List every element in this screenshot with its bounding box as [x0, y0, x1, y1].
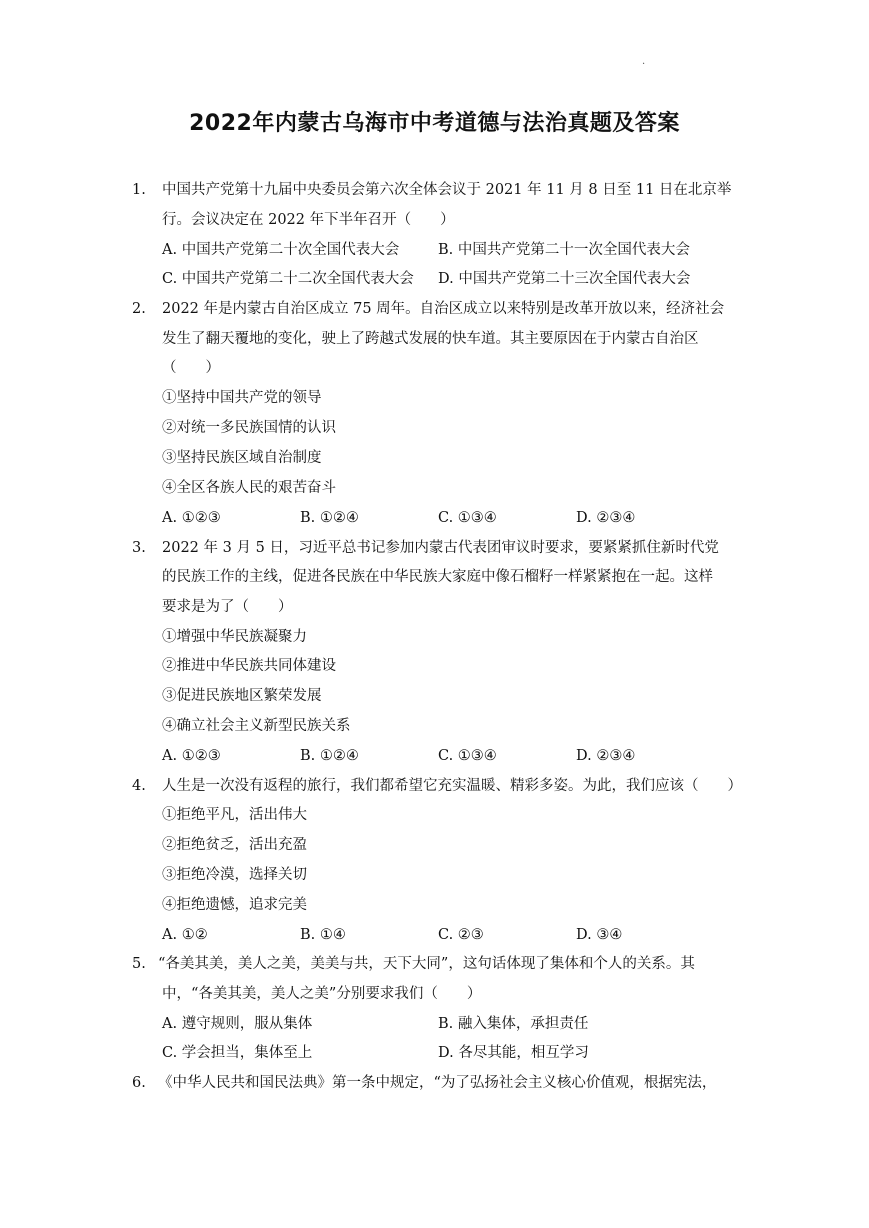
header-mark: .: [642, 56, 646, 67]
question-text: 发生了翻天覆地的变化，驶上了跨越式发展的快车道。其主要原因在于内蒙古自治区: [162, 331, 699, 347]
option-c: C. ②③: [438, 927, 484, 943]
statement-item: ③促进民族地区繁荣发展: [162, 688, 322, 704]
option-b: B. ①②④: [300, 748, 359, 764]
statement-item: ③拒绝冷漠，选择关切: [162, 867, 307, 883]
option-d: D. ③④: [576, 927, 623, 943]
statement-item: ④确立社会主义新型民族关系: [162, 718, 351, 734]
question-text: 的民族工作的主线，促进各民族在中华民族大家庭中像石榴籽一样紧紧抱在一起。这样: [162, 569, 713, 585]
question-text: 要求是为了（ ）: [162, 599, 293, 615]
question-number: 6.: [132, 1075, 146, 1091]
question-text: 2022 年 3 月 5 日，习近平总书记参加内蒙古代表团审议时要求，要紧紧抓住新时代党: [162, 540, 719, 556]
question-text: 人生是一次没有返程的旅行，我们都希望它充实温暖、精彩多姿。为此，我们应该（ ）: [162, 778, 742, 794]
statement-item: ①拒绝平凡，活出伟大: [162, 807, 307, 823]
statement-item: ①增强中华民族凝聚力: [162, 629, 307, 645]
option-a: A. 中国共产党第二十次全国代表大会: [162, 242, 400, 258]
option-c: C. 学会担当，集体至上: [162, 1045, 313, 1061]
statement-item: ②拒绝贫乏，活出充盈: [162, 837, 307, 853]
option-c: C. ①③④: [438, 748, 497, 764]
statement-item: ①坚持中国共产党的领导: [162, 390, 322, 406]
statement-item: ③坚持民族区域自治制度: [162, 450, 322, 466]
statement-item: ②对统一多民族国情的认识: [162, 420, 336, 436]
question-number: 3.: [132, 540, 146, 556]
question-number: 4.: [132, 778, 146, 794]
option-b: B. 融入集体，承担责任: [438, 1016, 589, 1032]
question-text: （ ）: [162, 360, 220, 376]
option-c: C. ①③④: [438, 510, 497, 526]
statement-item: ④全区各族人民的艰苦奋斗: [162, 480, 336, 496]
page-title: 2022年内蒙古乌海市中考道德与法治真题及答案: [189, 111, 680, 136]
option-d: D. 各尽其能，相互学习: [438, 1045, 589, 1061]
question-text: 2022 年是内蒙古自治区成立 75 周年。自治区成立以来特别是改革开放以来，经济社会: [162, 301, 725, 317]
option-a: A. 遵守规则，服从集体: [162, 1016, 313, 1032]
option-d: D. 中国共产党第二十三次全国代表大会: [438, 271, 691, 287]
option-a: A. ①②③: [162, 510, 221, 526]
option-b: B. ①④: [300, 927, 346, 943]
question-number: 1.: [132, 182, 146, 198]
option-d: D. ②③④: [576, 748, 636, 764]
statement-item: ④拒绝遗憾，追求完美: [162, 897, 307, 913]
option-d: D. ②③④: [576, 510, 636, 526]
option-a: A. ①②: [162, 927, 208, 943]
statement-item: ②推进中华民族共同体建设: [162, 658, 336, 674]
question-text: 中国共产党第十九届中央委员会第六次全体会议于 2021 年 11 月 8 日至 11 日在北京举: [162, 182, 732, 198]
question-number: 5.: [132, 956, 146, 972]
question-text: 中，“各美其美，美人之美”分别要求我们（ ）: [162, 986, 482, 1002]
question-text: 行。会议决定在 2022 年下半年召开（ ）: [162, 212, 455, 228]
option-c: C. 中国共产党第二十二次全国代表大会: [162, 271, 414, 287]
option-b: B. ①②④: [300, 510, 359, 526]
option-a: A. ①②③: [162, 748, 221, 764]
option-b: B. 中国共产党第二十一次全国代表大会: [438, 242, 690, 258]
question-text: “各美其美，美人之美，美美与共，天下大同”，这句话体现了集体和个人的关系。其: [158, 956, 695, 972]
question-text: 《中华人民共和国民法典》第一条中规定，“为了弘扬社会主义核心价值观，根据宪法，: [158, 1075, 717, 1091]
question-number: 2.: [132, 301, 146, 317]
